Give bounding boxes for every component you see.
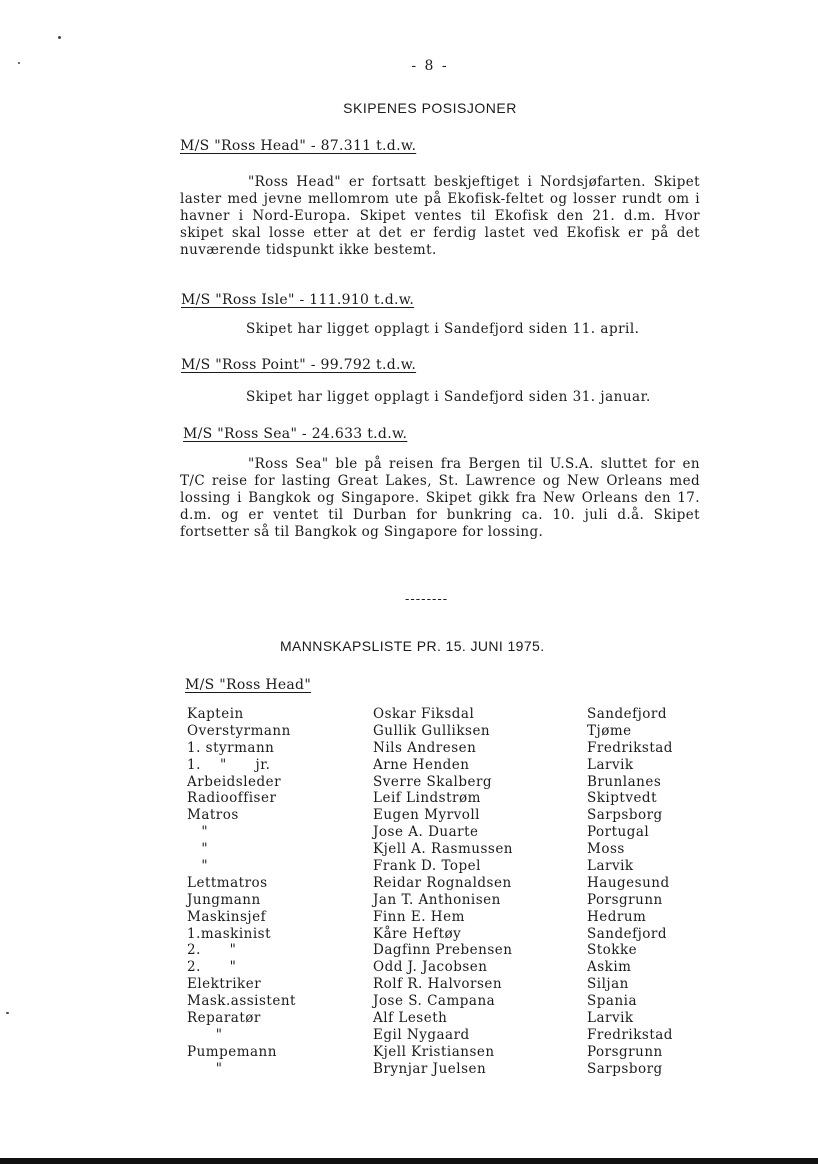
crew-hometown: Brunlanes (587, 773, 662, 790)
crew-hometown: Sandefjord (587, 706, 668, 722)
crew-rank: " (187, 824, 209, 841)
crew-name: Eugen Myrvoll (373, 807, 480, 824)
crew-name: Sverre Skalberg (373, 773, 493, 790)
crew-name: Dagfinn Prebensen (373, 942, 513, 959)
crew-rank: 2. " (187, 942, 237, 959)
crew-name: Egil Nygaard (373, 1026, 470, 1043)
crew-hometown: Porsgrunn (587, 1043, 663, 1060)
crew-list-ship-heading: M/S "Ross Head" (185, 677, 312, 693)
scan-speck (18, 62, 20, 64)
ship-heading-ross-isle: M/S "Ross Isle" - 111.910 t.d.w. (181, 292, 415, 308)
crew-name: Kjell Kristiansen (373, 1043, 495, 1060)
crew-hometown: Siljan (587, 976, 629, 993)
crew-hometown: Sarpsborg (587, 807, 663, 824)
ship-heading-ross-sea: M/S "Ross Sea" - 24.633 t.d.w. (183, 426, 408, 442)
scan-bottom-edge (0, 1158, 818, 1164)
crew-name: Nils Andresen (373, 739, 477, 756)
crew-rank: Arbeidsleder (187, 773, 282, 790)
ship-status-ross-sea: "Ross Sea" ble på reisen fra Bergen til U.S.A. sluttet for en T/C reise for lasting Great Lakes, St. Lawrence og New Orleans med lossing i Bangkok og Singapore. Skipet gikk fra New Orleans den 17. d.m. og er ventet til Durban for bunkring ca. 10. juli d.å. Skipet fortsetter så til Bangkok og Singapore for lossing. (180, 456, 700, 540)
crew-hometown: Sarpsborg (587, 1060, 663, 1077)
crew-name: Finn E. Hem (373, 908, 465, 925)
crew-hometown: Hedrum (587, 908, 647, 925)
crew-name: Odd J. Jacobsen (373, 959, 488, 976)
crew-hometown: Fredrikstad (587, 1026, 673, 1043)
crew-name: Kåre Heftøy (373, 925, 462, 942)
crew-name: Leif Lindstrøm (373, 790, 481, 807)
crew-rank: 1. styrmann (187, 739, 275, 756)
crew-rank: Overstyrmann (187, 722, 291, 739)
crew-rank: " (187, 841, 209, 858)
crew-rank: Jungmann (187, 891, 261, 908)
ship-heading-ross-point: M/S "Ross Point" - 99.792 t.d.w. (181, 357, 417, 373)
crew-name-column (373, 706, 573, 1078)
crew-name: Gullik Gulliksen (373, 722, 491, 739)
crew-hometown: Moss (587, 841, 625, 858)
ship-status-ross-isle: Skipet har ligget opplagt i Sandefjord siden 11. april. (246, 321, 640, 337)
page-title: SKIPENES POSISJONER (343, 100, 517, 116)
crew-rank: 1. " jr. (187, 756, 271, 773)
crew-hometown: Larvik (587, 858, 634, 875)
crew-hometown: Porsgrunn (587, 891, 663, 908)
crew-hometown: Sandefjord (587, 925, 668, 942)
separator-line: -------- (405, 592, 449, 607)
crew-rank: Mask.assistent (187, 993, 296, 1010)
crew-rank: Matros (187, 807, 239, 824)
crew-hometown: Stokke (587, 942, 638, 959)
crew-hometown: Portugal (587, 824, 650, 841)
page-number: - 8 - (411, 58, 449, 74)
crew-name: Oskar Fiksdal (373, 706, 475, 722)
crew-name: Alf Leseth (373, 1010, 448, 1027)
crew-rank: Radiooffiser (187, 790, 277, 807)
crew-rank: Elektriker (187, 976, 262, 993)
crew-rank: " (187, 1060, 223, 1077)
crew-hometown: Spania (587, 993, 637, 1010)
crew-rank: Reparatør (187, 1010, 261, 1027)
crew-hometown: Askim (587, 959, 632, 976)
scan-speck (6, 1012, 9, 1014)
crew-name: Arne Henden (373, 756, 470, 773)
scan-speck (58, 36, 61, 39)
crew-rank-column (187, 706, 362, 1078)
crew-hometown: Tjøme (587, 722, 632, 739)
crew-rank: Pumpemann (187, 1043, 277, 1060)
ship-heading-ross-head: M/S "Ross Head" - 87.311 t.d.w. (180, 138, 417, 154)
crew-hometown: Larvik (587, 1010, 634, 1027)
crew-hometown-column (587, 706, 717, 1078)
crew-hometown: Fredrikstad (587, 739, 673, 756)
crew-rank: Maskinsjef (187, 908, 267, 925)
crew-name: Kjell A. Rasmussen (373, 841, 514, 858)
crew-rank: " (187, 858, 209, 875)
crew-hometown: Skiptvedt (587, 790, 657, 807)
crew-rank: Kaptein (187, 706, 244, 722)
ship-status-ross-point: Skipet har ligget opplagt i Sandefjord siden 31. januar. (246, 389, 651, 405)
crew-name: Jan T. Anthonisen (373, 891, 501, 908)
crew-hometown: Haugesund (587, 874, 670, 891)
ship-status-ross-head: "Ross Head" er fortsatt beskjeftiget i Nordsjøfarten. Skipet laster med jevne mellomrom ute på Ekofisk-feltet og losser rundt om i havner i Nord-Europa. Skipet ventes til Ekofisk den 21. d.m. Hvor skipet skal losse etter at det er ferdig lastet ved Ekofisk er på det nuværende tidspunkt ikke bestemt. (180, 174, 700, 258)
crew-name: Frank D. Topel (373, 858, 481, 875)
crew-name: Reidar Rognaldsen (373, 874, 512, 891)
crew-name: Rolf R. Halvorsen (373, 976, 503, 993)
crew-rank: 2. " (187, 959, 237, 976)
crew-name: Jose S. Campana (373, 993, 496, 1010)
crew-name: Jose A. Duarte (373, 824, 479, 841)
crew-name: Brynjar Juelsen (373, 1060, 487, 1077)
crew-rank: Lettmatros (187, 874, 268, 891)
crew-rank: " (187, 1026, 223, 1043)
crew-list-title: MANNSKAPSLISTE PR. 15. JUNI 1975. (280, 638, 545, 654)
crew-hometown: Larvik (587, 756, 634, 773)
crew-rank: 1.maskinist (187, 925, 272, 942)
